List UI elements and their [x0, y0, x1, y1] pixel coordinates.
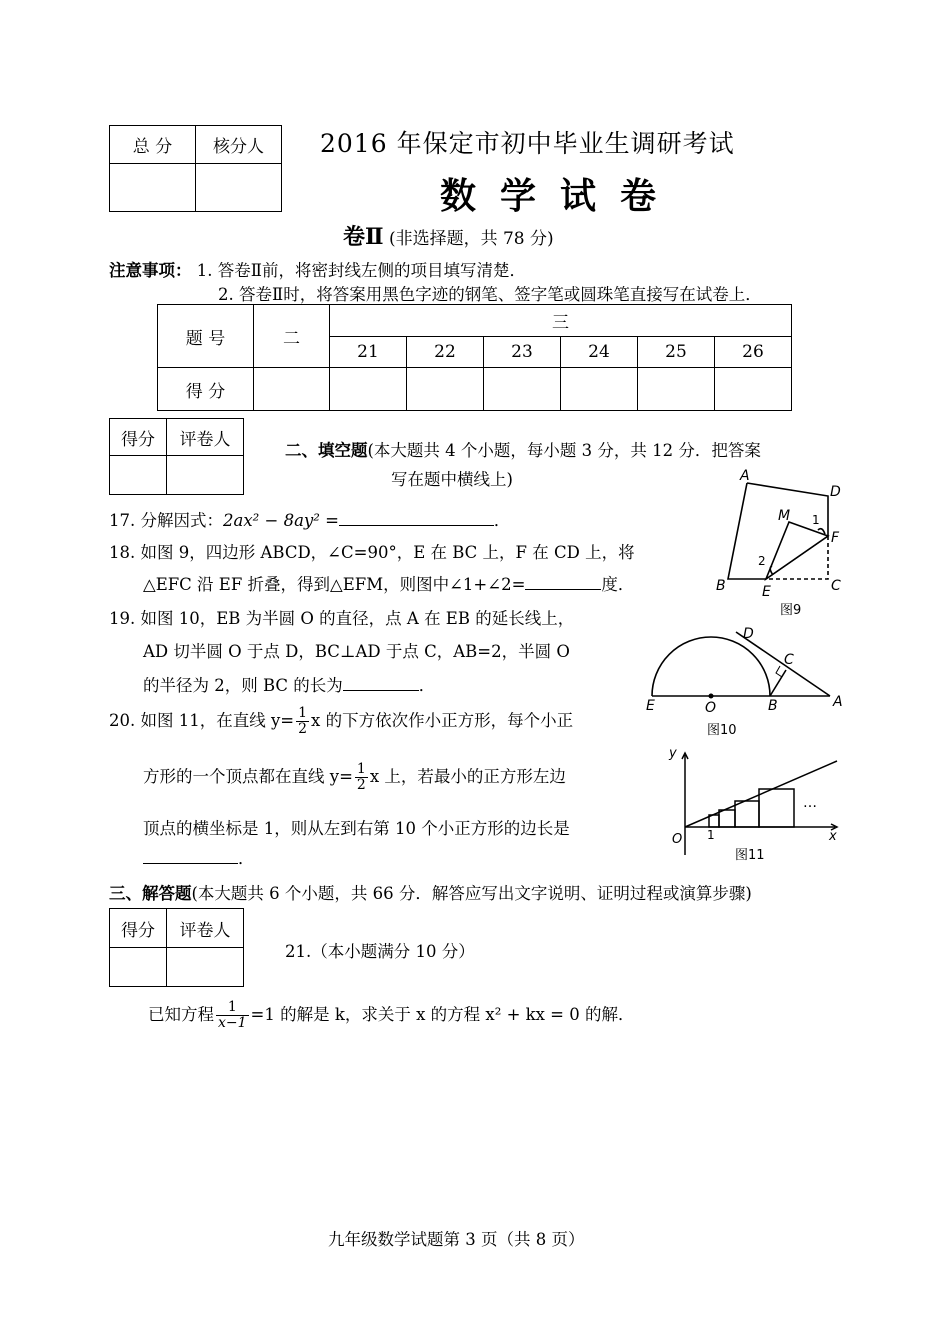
score-cell[interactable] [715, 368, 792, 411]
total-score-label: 总 分 [110, 126, 196, 164]
score-row-label: 得 分 [158, 368, 254, 411]
fig9-label: F [831, 530, 840, 546]
frac-numerator: 1 [298, 705, 308, 721]
question-21-text [148, 1000, 635, 1031]
q17-expression: 2ax² − 8ay² = [223, 511, 339, 530]
fig9-label: E [762, 584, 771, 600]
q20-line-3: 顶点的横坐标是 1，则从左到右第 10 个小正方形的边长是 [143, 819, 570, 838]
fig9-label: B [716, 578, 726, 594]
checker-label: 核分人 [196, 126, 282, 164]
fig9-label: D [830, 484, 841, 500]
q17-answer-blank[interactable] [339, 509, 494, 526]
section3-heading-line [109, 880, 752, 904]
fig10-label: E [646, 698, 655, 714]
q19-answer-blank[interactable] [343, 674, 419, 691]
one-half-fraction [355, 762, 368, 793]
fig9-label: 1 [812, 513, 820, 527]
q17-text: 17. 分解因式： [109, 511, 223, 530]
fig9-label: M [778, 508, 791, 524]
fig11-square [719, 810, 735, 827]
volume-label: 卷Ⅱ [343, 224, 384, 250]
grader-name-cell[interactable] [167, 456, 244, 495]
q18-line-1: 18. 如图 9，四边形 ABCD，∠C=90°，E 在 BC 上，F 在 CD 上，将 [109, 543, 635, 562]
fig9-label: C [831, 578, 841, 594]
score-table [157, 304, 792, 411]
volume-note: (非选择题，共 78 分) [388, 229, 554, 249]
q18-answer-blank[interactable] [525, 573, 601, 590]
grader-score-label: 得分 [110, 909, 167, 948]
figure-11 [655, 745, 850, 865]
fig11-label: y [669, 746, 677, 761]
fig9-label: 2 [758, 554, 766, 568]
fig11-label: x [829, 829, 837, 844]
grader-score-label: 得分 [110, 419, 167, 456]
question-18-line-2 [143, 571, 634, 595]
score-cell[interactable] [484, 368, 561, 411]
question-19-line-3 [143, 672, 435, 696]
q19-line-2: AD 切半圆 O 于点 D，BC⊥AD 于点 C，AB=2，半圆 O [143, 642, 570, 661]
fig11-caption: 图11 [735, 848, 765, 863]
question-20-line-1 [109, 706, 573, 737]
fig10-label: O [705, 700, 717, 716]
score-table-header: 题 号 [158, 305, 254, 368]
fig10-caption: 图10 [707, 723, 737, 738]
q17-end: ． [493, 511, 511, 530]
grader-name-cell[interactable] [167, 948, 244, 987]
total-score-cell[interactable] [110, 164, 196, 212]
figure-10 [640, 622, 850, 740]
frac-numerator: 1 [356, 761, 366, 777]
notes-item-1: 1. 答卷Ⅱ前，将密封线左侧的项目填写清楚． [196, 261, 526, 280]
section2-heading: 二、填空题 [285, 441, 368, 460]
fig10-label: B [768, 698, 778, 714]
notes-label: 注意事项： [109, 261, 192, 280]
section3-note: (本大题共 6 个小题，共 66 分．解答应写出文字说明、证明过程或演算步骤) [191, 884, 752, 903]
frac-denominator: 2 [356, 777, 366, 793]
fig10-semicircle [652, 637, 770, 696]
fig10-label: D [743, 626, 754, 642]
q20-end: ． [238, 849, 255, 868]
section2-heading-line [285, 437, 761, 461]
question-number: 25 [638, 337, 715, 368]
fig9-label: A [740, 468, 750, 484]
one-half-fraction [296, 706, 309, 737]
score-cell[interactable] [254, 368, 330, 411]
score-cell[interactable] [561, 368, 638, 411]
fig10-label: C [784, 652, 794, 668]
question-number: 26 [715, 337, 792, 368]
fig9-caption: 图9 [780, 603, 802, 618]
grader-name-label: 评卷人 [167, 419, 244, 456]
section-3-header: 三 [330, 305, 792, 337]
question-number: 24 [561, 337, 638, 368]
section3-heading: 三、解答题 [109, 884, 192, 903]
q20-answer-blank[interactable] [143, 847, 238, 864]
subject-title: 数学试卷 [440, 175, 681, 217]
frac-denominator: 2 [298, 721, 308, 737]
volume-subtitle [343, 220, 554, 251]
fig11-label: … [803, 795, 817, 811]
checker-cell[interactable] [196, 164, 282, 212]
question-number: 22 [407, 337, 484, 368]
exam-title: 2016 年保定市初中毕业生调研考试 [320, 129, 735, 158]
frac-numerator: 1 [216, 1000, 249, 1016]
fig9-folded-triangle [766, 522, 828, 579]
notes-item-2: 2. 答卷Ⅱ时，将答案用黑色字迹的钢笔、签字笔或圆珠笔直接写在试卷上． [218, 285, 762, 304]
q19-line-3: 的半径为 2，则 BC 的长为 [143, 676, 343, 695]
section2-note-2: 写在题中横线上) [391, 470, 513, 489]
fig11-square [759, 789, 794, 827]
notes-line-1 [109, 257, 526, 281]
question-20-line-2 [143, 762, 566, 793]
figure-9 [700, 462, 850, 622]
fig11-label: 1 [707, 828, 715, 842]
fig10-right-angle-mark [776, 666, 782, 677]
section-2-header: 二 [254, 305, 330, 368]
page-footer: 九年级数学试题第 3 页（共 8 页） [328, 1230, 585, 1249]
fig10-label: A [833, 694, 843, 710]
question-number: 23 [484, 337, 561, 368]
question-17 [109, 507, 510, 531]
grader-score-cell[interactable] [110, 456, 167, 495]
score-cell[interactable] [407, 368, 484, 411]
q18-end: 度． [601, 575, 635, 594]
score-cell[interactable] [330, 368, 407, 411]
section2-note-1: (本大题共 4 个小题，每小题 3 分，共 12 分．把答案 [367, 441, 761, 460]
grader-name-label: 评卷人 [167, 909, 244, 948]
score-cell[interactable] [638, 368, 715, 411]
q19-line-1: 19. 如图 10，EB 为半圆 O 的直径，点 A 在 EB 的延长线上， [109, 609, 575, 628]
fig11-square [709, 815, 719, 827]
corner-score-box [109, 125, 282, 212]
grader-box-q21 [109, 908, 244, 987]
q20-line-2b: x 上，若最小的正方形左边 [369, 767, 566, 786]
q19-end: ． [418, 676, 436, 695]
q18-line-2: △EFC 沿 EF 折叠，得到△EFM，则图中∠1+∠2= [143, 575, 526, 594]
fig11-line-y-half-x [685, 761, 837, 827]
q21-header: 21.（本小题满分 10 分） [285, 942, 475, 961]
frac-denominator: x−1 [218, 1015, 247, 1031]
grader-score-cell[interactable] [110, 948, 167, 987]
q20-line-1b: x 的下方依次作小正方形，每个小正 [311, 711, 574, 730]
grader-box-section2 [109, 418, 244, 495]
equation-fraction [216, 1000, 249, 1031]
q21-text-a: 已知方程 [148, 1005, 214, 1024]
question-20-answer [143, 845, 255, 869]
question-number: 21 [330, 337, 407, 368]
fig11-label: O [672, 832, 683, 847]
q20-line-1a: 20. 如图 11，在直线 y= [109, 711, 295, 730]
fig10-center-point [709, 694, 714, 699]
fig11-square [735, 801, 759, 827]
q20-line-2a: 方形的一个顶点都在直线 y= [143, 767, 353, 786]
q21-text-b: =1 的解是 k，求关于 x 的方程 x² + kx = 0 的解． [250, 1005, 635, 1024]
